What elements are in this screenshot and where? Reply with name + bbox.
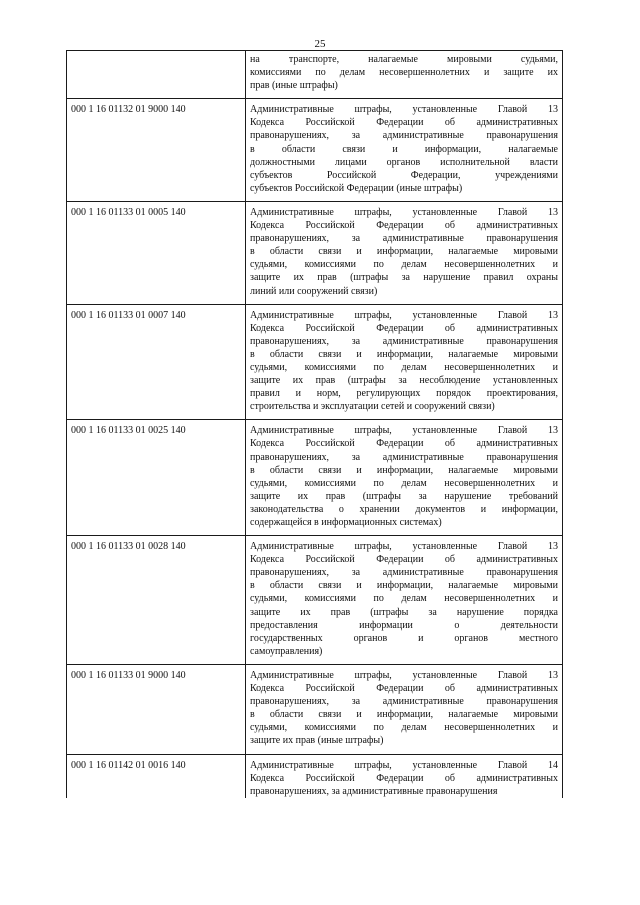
classification-code: 000 1 16 01133 01 0007 140	[67, 304, 246, 420]
description-line: правонарушениях, за административные правонарушения	[250, 233, 558, 245]
revenue-description	[246, 664, 563, 754]
revenue-description	[246, 420, 563, 536]
description-line: правонарушениях, за административные правонарушения	[250, 130, 558, 142]
revenue-description	[246, 304, 563, 420]
description-line: линий или сооружений связи)	[250, 285, 378, 297]
description-line: правонарушениях, за административные правонарушения	[250, 696, 558, 708]
table-row	[67, 754, 563, 798]
description-line: Административные штрафы, установленные Главой 14	[250, 759, 558, 771]
classification-code: 000 1 16 01133 01 9000 140	[67, 664, 246, 754]
description-line: Кодекса Российской Федерации об административных	[250, 554, 558, 566]
description-line: правонарушениях, за административные правонарушения	[250, 785, 498, 797]
description-line: предоставления информации о деятельности	[250, 619, 558, 631]
table-row	[67, 664, 563, 754]
description-line: в области связи и информации, налагаемые мировыми	[250, 709, 558, 721]
description-line: Кодекса Российской Федерации об административных	[250, 220, 558, 232]
classification-code	[67, 51, 246, 99]
description-line: Кодекса Российской Федерации об административных	[250, 117, 558, 129]
description-line: в области связи и информации, налагаемые мировыми	[250, 580, 558, 592]
description-line: правонарушениях, за административные правонарушения	[250, 451, 558, 463]
description-line: строительства и эксплуатации сетей и сооружений связи)	[250, 401, 495, 413]
table-row	[67, 304, 563, 420]
description-line: законодательства о хранении документов и информации,	[250, 503, 558, 515]
description-line: субъектов Российской Федерации (иные штрафы)	[250, 182, 463, 194]
description-line: правонарушениях, за административные правонарушения	[250, 335, 558, 347]
description-line: должностными лицами органов исполнительной власти	[250, 156, 558, 168]
description-line: Административные штрафы, установленные Главой 13	[250, 541, 558, 553]
description-line: правонарушениях, за административные правонарушения	[250, 567, 558, 579]
page-number: 25	[314, 38, 326, 50]
revenue-description	[246, 99, 563, 202]
description-line: прав (иные штрафы)	[250, 80, 338, 92]
description-line: в области связи и информации, налагаемые мировыми	[250, 348, 558, 360]
description-line: защите их прав (штрафы за нарушение требований	[250, 490, 558, 502]
description-line: судьями, комиссиями по делам несовершеннолетних и	[250, 361, 558, 373]
description-line: в области связи и информации, налагаемые мировыми	[250, 246, 558, 258]
description-line: защите их прав (иные штрафы)	[250, 735, 384, 747]
revenue-description	[246, 201, 563, 304]
description-line: Кодекса Российской Федерации об административных	[250, 683, 558, 695]
description-line: Административные штрафы, установленные Главой 13	[250, 309, 558, 321]
description-line: Кодекса Российской Федерации об административных	[250, 772, 558, 784]
description-line: комиссиями по делам несовершеннолетних и защите их	[250, 67, 558, 79]
table-row	[67, 420, 563, 536]
description-line: судьями, комиссиями по делам несовершеннолетних и	[250, 259, 558, 271]
table-row	[67, 51, 563, 99]
description-line: самоуправления)	[250, 645, 323, 657]
description-line: судьями, комиссиями по делам несовершеннолетних и	[250, 477, 558, 489]
description-line: судьями, комиссиями по делам несовершеннолетних и	[250, 722, 558, 734]
classification-code: 000 1 16 01132 01 9000 140	[67, 99, 246, 202]
revenue-description	[246, 51, 563, 99]
description-line: на транспорте, налагаемые мировыми судьями,	[250, 54, 558, 65]
description-line: субъектов Российской Федерации, учреждениями	[250, 169, 558, 181]
description-line: Административные штрафы, установленные Главой 13	[250, 425, 558, 437]
revenue-description	[246, 536, 563, 665]
classification-code: 000 1 16 01133 01 0005 140	[67, 201, 246, 304]
description-line: Административные штрафы, установленные Главой 13	[250, 104, 558, 116]
table-row	[67, 536, 563, 665]
classification-code: 000 1 16 01133 01 0028 140	[67, 536, 246, 665]
description-line: Административные штрафы, установленные Главой 13	[250, 669, 558, 681]
description-line: защите их прав (штрафы за нарушение порядка	[250, 606, 558, 618]
description-line: государственных органов и органов местного	[250, 632, 558, 644]
description-line: в области связи и информации, налагаемые	[250, 143, 558, 155]
description-line: в области связи и информации, налагаемые мировыми	[250, 464, 558, 476]
description-line: защите их прав (штрафы за нарушение правил охраны	[250, 272, 558, 284]
description-line: Кодекса Российской Федерации об административных	[250, 322, 558, 334]
table-row	[67, 201, 563, 304]
classification-code: 000 1 16 01142 01 0016 140	[67, 754, 246, 798]
description-line: Кодекса Российской Федерации об административных	[250, 438, 558, 450]
revenue-description	[246, 754, 563, 798]
description-line: содержащейся в информационных системах)	[250, 517, 442, 528]
description-line: судьями, комиссиями по делам несовершеннолетних и	[250, 593, 558, 605]
table-body	[67, 51, 563, 798]
classification-code: 000 1 16 01133 01 0025 140	[67, 420, 246, 536]
description-line: правил и норм, регулирующих порядок проектирования,	[250, 388, 558, 400]
table-row	[67, 99, 563, 202]
budget-classification-table	[66, 50, 563, 798]
description-line: Административные штрафы, установленные Главой 13	[250, 206, 558, 218]
description-line: защите их прав (штрафы за несоблюдение установленных	[250, 375, 558, 387]
